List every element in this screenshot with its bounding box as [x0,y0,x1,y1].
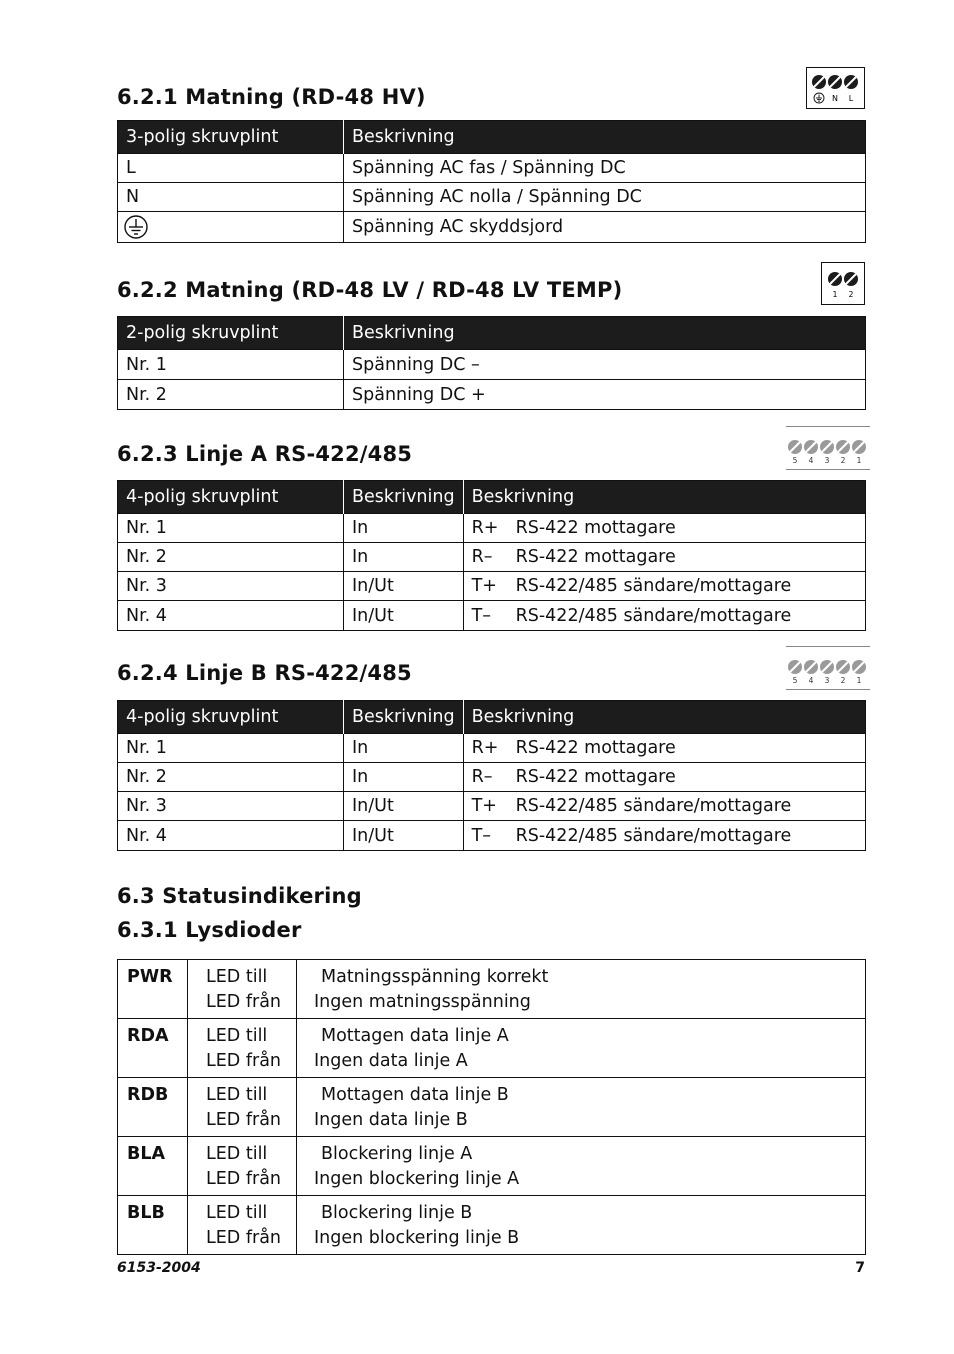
icon-label-n: N [832,94,838,103]
led-descriptions [297,1196,866,1255]
icon-label: 2 [840,456,846,465]
led-descriptions [297,1137,866,1196]
signal-desc: RS-422/485 sändare/mottagare [515,796,792,816]
led-row [118,1196,866,1255]
led-states [188,960,297,1019]
table-624 [117,700,866,851]
icon-label: 3 [824,676,830,685]
signal-code: R+ [471,518,499,538]
signal-code: T+ [471,576,497,596]
signal-desc: RS-422 mottagare [515,738,676,758]
desc-cell [463,734,865,763]
col-header: Beskrivning [344,317,866,350]
dir-cell: In/Ut [344,601,464,631]
desc-cell [463,601,865,631]
led-off-label: LED från [206,1168,282,1189]
led-name: BLA [118,1137,188,1196]
desc-cell: Spänning DC + [344,380,866,410]
led-descriptions [297,960,866,1019]
desc-cell [463,821,865,851]
icon-label: 2 [840,676,846,685]
dir-cell: In [344,543,464,572]
led-on-desc: Mottagen data linje B [321,1085,509,1105]
col-header: Beskrivning [463,701,865,734]
pin-cell: Nr. 4 [118,821,344,851]
led-off-desc: Ingen blockering linje A [314,1168,520,1189]
section-heading-624: 6.2.4 Linje B RS-422/485 [117,661,412,685]
terminal-3pole-icon [806,67,865,109]
pin-cell: Nr. 3 [118,792,344,821]
table-row [118,792,866,821]
section-heading-621: 6.2.1 Matning (RD-48 HV) [117,85,426,109]
table-row [118,543,866,572]
table-row [118,763,866,792]
section-heading-623: 6.2.3 Linje A RS-422/485 [117,442,413,466]
led-states [188,1078,297,1137]
table-row [118,572,866,601]
led-row [118,1078,866,1137]
led-states [188,1019,297,1078]
led-name: PWR [118,960,188,1019]
col-header: 2-polig skruvplint [118,317,344,350]
signal-code: T– [471,825,492,846]
led-row [118,1019,866,1078]
table-622 [117,316,866,410]
led-on-label: LED till [206,1026,268,1046]
terminal-5pole-icon [786,646,870,690]
led-name: BLB [118,1196,188,1255]
table-row [118,350,866,380]
signal-code: T+ [471,796,497,816]
signal-desc: RS-422 mottagare [515,767,676,787]
desc-cell [463,763,865,792]
led-off-desc: Ingen data linje A [314,1050,468,1071]
led-row [118,960,866,1019]
dir-cell: In/Ut [344,792,464,821]
terminal-2pole-icon [821,262,865,305]
icon-label: 1 [856,676,862,685]
signal-desc: RS-422 mottagare [515,547,676,567]
desc-cell [463,572,865,601]
pin-cell: Nr. 1 [118,350,344,380]
table-row [118,183,866,212]
led-off-desc: Ingen blockering linje B [314,1227,520,1248]
col-header: 4-polig skruvplint [118,481,344,514]
table-row [118,601,866,631]
desc-cell [463,514,865,543]
led-off-label: LED från [206,1227,282,1248]
desc-cell: Spänning DC – [344,350,866,380]
led-table [117,959,866,1255]
led-on-label: LED till [206,967,268,987]
table-row [118,514,866,543]
led-on-desc: Blockering linje A [321,1144,473,1164]
led-off-desc: Ingen matningsspänning [314,991,531,1012]
led-off-label: LED från [206,1050,282,1071]
led-off-label: LED från [206,991,282,1012]
signal-desc: RS-422/485 sändare/mottagare [515,576,792,596]
pin-cell: Nr. 3 [118,572,344,601]
pin-cell: Nr. 2 [118,380,344,410]
desc-cell: Spänning AC nolla / Spänning DC [344,183,866,212]
icon-label: 1 [856,456,862,465]
led-states [188,1137,297,1196]
icon-label: 4 [808,456,814,465]
col-header: 4-polig skruvplint [118,701,344,734]
section-heading-631: 6.3.1 Lysdioder [117,918,302,942]
col-header: Beskrivning [344,701,464,734]
terminal-5pole-icon [786,426,870,470]
signal-code: R+ [471,738,499,758]
led-on-desc: Mottagen data linje A [321,1026,509,1046]
led-descriptions [297,1019,866,1078]
signal-code: R– [471,547,493,567]
doc-number: 6153-2004 [117,1260,201,1276]
signal-code: R– [471,767,493,787]
table-row [118,821,866,851]
led-descriptions [297,1078,866,1137]
led-name: RDB [118,1078,188,1137]
table-623 [117,480,866,631]
led-off-desc: Ingen data linje B [314,1109,468,1130]
icon-label-l: L [848,94,854,103]
icon-label-2: 2 [848,290,854,299]
dir-cell: In [344,763,464,792]
pin-cell: Nr. 2 [118,543,344,572]
pin-cell: Nr. 2 [118,763,344,792]
pin-cell: Nr. 4 [118,601,344,631]
desc-cell [463,792,865,821]
pin-cell [118,212,344,243]
col-header: Beskrivning [344,121,866,154]
led-row [118,1137,866,1196]
dir-cell: In [344,734,464,763]
col-header: Beskrivning [463,481,865,514]
table-row [118,154,866,183]
led-on-label: LED till [206,1144,268,1164]
led-on-label: LED till [206,1203,268,1223]
desc-cell: Spänning AC skyddsjord [344,212,866,243]
icon-label: 5 [792,456,798,465]
pin-cell: Nr. 1 [118,514,344,543]
icon-label: 4 [808,676,814,685]
led-name: RDA [118,1019,188,1078]
section-heading-622: 6.2.2 Matning (RD-48 LV / RD-48 LV TEMP) [117,278,623,302]
dir-cell: In/Ut [344,821,464,851]
icon-label: 5 [792,676,798,685]
led-on-desc: Matningsspänning korrekt [321,967,549,987]
table-row [118,212,866,243]
pin-cell: N [118,183,344,212]
led-on-desc: Blockering linje B [321,1203,473,1223]
col-header: 3-polig skruvplint [118,121,344,154]
protective-earth-icon [123,214,149,240]
signal-code: T– [471,605,492,626]
signal-desc: RS-422/485 sändare/mottagare [515,605,792,626]
signal-desc: RS-422 mottagare [515,518,676,538]
desc-cell [463,543,865,572]
table-row [118,380,866,410]
dir-cell: In [344,514,464,543]
led-off-label: LED från [206,1109,282,1130]
icon-label: 3 [824,456,830,465]
led-on-label: LED till [206,1085,268,1105]
pin-cell: Nr. 1 [118,734,344,763]
icon-label-1: 1 [832,290,838,299]
desc-cell: Spänning AC fas / Spänning DC [344,154,866,183]
page-number: 7 [855,1260,865,1276]
dir-cell: In/Ut [344,572,464,601]
table-621 [117,120,866,243]
pin-cell: L [118,154,344,183]
led-states [188,1196,297,1255]
signal-desc: RS-422/485 sändare/mottagare [515,825,792,846]
section-heading-63: 6.3 Statusindikering [117,884,362,908]
col-header: Beskrivning [344,481,464,514]
table-row [118,734,866,763]
